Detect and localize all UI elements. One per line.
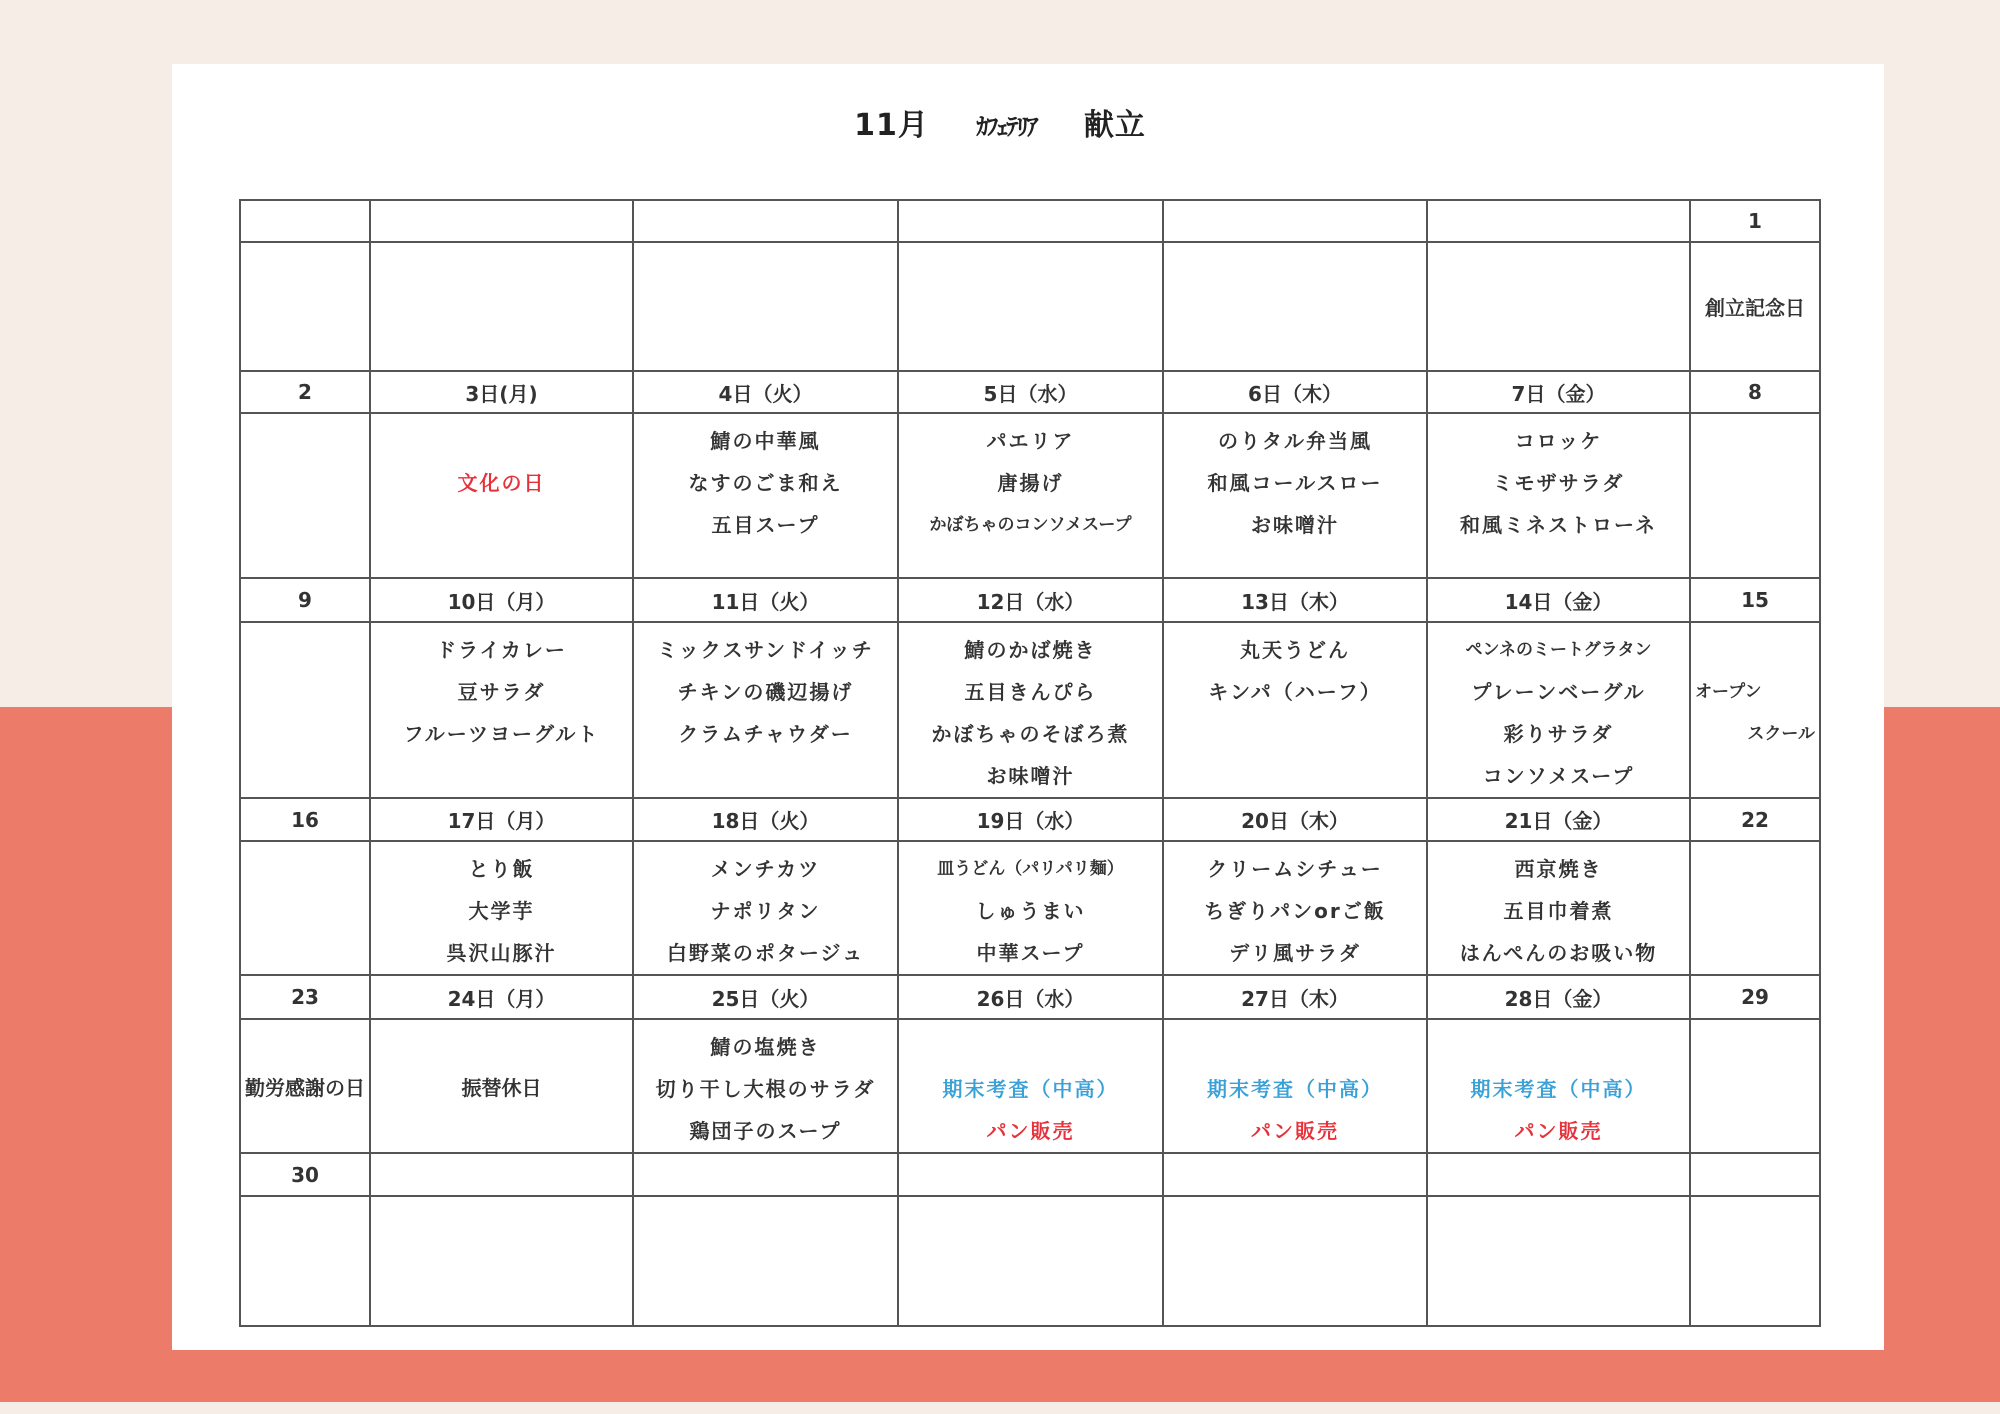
menu-item: しゅうまい: [975, 899, 1086, 923]
date-cell: [1163, 200, 1427, 242]
date-cell: 22: [1690, 798, 1820, 841]
menu-item: ナポリタン: [710, 899, 821, 923]
date-cell: 4日（火）: [633, 371, 898, 413]
menu-cell: [1163, 622, 1427, 798]
menu-row: [240, 622, 1820, 798]
menu-cell: [370, 1196, 633, 1326]
event-line: スクール: [1747, 724, 1815, 744]
date-cell: [1427, 1153, 1690, 1196]
menu-item: コロッケ: [1514, 429, 1603, 453]
menu-item: クリームシチュー: [1207, 857, 1383, 881]
date-row: [240, 975, 1820, 1019]
menu-item: のりタル弁当風: [1218, 429, 1372, 453]
date-cell: [370, 1153, 633, 1196]
menu-item: 呉沢山豚汁: [446, 941, 557, 965]
date-row: [240, 798, 1820, 841]
menu-item: 鶏団子のスープ: [689, 1119, 842, 1143]
date-cell: [633, 1153, 898, 1196]
date-row: [240, 371, 1820, 413]
menu-cell: [633, 242, 898, 371]
menu-cell: [898, 413, 1163, 578]
menu-item: 五目きんぴら: [964, 680, 1097, 704]
menu-cell: [898, 1196, 1163, 1326]
menu-cell: [633, 1196, 898, 1326]
menu-item: 五目スープ: [711, 513, 820, 537]
exam-label: 期末考査（中高）: [942, 1077, 1119, 1101]
date-cell: 2: [240, 371, 370, 413]
menu-cell: [370, 242, 633, 371]
menu-item: 五目巾着煮: [1503, 899, 1614, 923]
date-cell: [898, 1153, 1163, 1196]
menu-cell: [370, 622, 633, 798]
page-title: [0, 100, 2000, 144]
date-cell: 10日（月）: [370, 578, 633, 622]
date-cell: 19日（水）: [898, 798, 1163, 841]
menu-cell: [1690, 1019, 1820, 1153]
menu-item: とり飯: [468, 857, 535, 881]
menu-item: 皿うどん（パリパリ麺）: [937, 859, 1124, 879]
holiday-labor-thanksgiving: 勤労感謝の日: [240, 1019, 370, 1153]
event-founding-day: 創立記念日: [1690, 242, 1820, 371]
menu-cell: [370, 413, 633, 578]
title-month: 11月: [854, 108, 929, 143]
menu-cell: [370, 841, 633, 975]
menu-item: コンソメスープ: [1482, 764, 1635, 788]
menu-cell: [633, 1019, 898, 1153]
title-place: ｶﾌｪﾃﾘｱ: [976, 113, 1037, 141]
date-cell: [370, 200, 633, 242]
event-line: オープン: [1695, 682, 1762, 702]
menu-item: 鯖の中華風: [710, 429, 821, 453]
date-cell: 3日(月): [370, 371, 633, 413]
date-cell: [1690, 1153, 1820, 1196]
exam-label: 期末考査（中高）: [1207, 1077, 1383, 1101]
menu-cell: [240, 841, 370, 975]
menu-cell: [898, 841, 1163, 975]
menu-item: ちぎりパンorご飯: [1204, 899, 1386, 923]
menu-cell: [898, 242, 1163, 371]
date-cell: 6日（木）: [1163, 371, 1427, 413]
menu-item: 唐揚げ: [997, 471, 1064, 495]
menu-calendar: [239, 199, 1821, 1327]
date-cell: 20日（木）: [1163, 798, 1427, 841]
date-cell: [898, 200, 1163, 242]
menu-cell: [1690, 841, 1820, 975]
menu-cell: [1427, 1019, 1690, 1153]
date-cell: 29: [1690, 975, 1820, 1019]
menu-cell: [633, 622, 898, 798]
menu-cell: [633, 413, 898, 578]
menu-item: はんぺんのお吸い物: [1459, 941, 1658, 965]
menu-item: なすのごま和え: [688, 471, 843, 495]
menu-item: 中華スープ: [976, 941, 1085, 965]
menu-item: パエリア: [986, 429, 1075, 453]
menu-row: [240, 413, 1820, 578]
menu-cell: [1163, 1019, 1427, 1153]
menu-row: [240, 242, 1820, 371]
menu-cell: [633, 841, 898, 975]
date-cell: 11日（火）: [633, 578, 898, 622]
menu-item: デリ風サラダ: [1229, 941, 1361, 965]
holiday-label: 文化の日: [457, 471, 546, 495]
date-cell: 8: [1690, 371, 1820, 413]
menu-item: メンチカツ: [710, 857, 821, 881]
menu-item: ドライカレー: [436, 638, 567, 662]
menu-cell: [1163, 841, 1427, 975]
holiday-substitute: 振替休日: [370, 1019, 633, 1153]
event-open-school: [1690, 622, 1820, 798]
menu-item: 鯖のかば焼き: [964, 638, 1097, 662]
menu-cell: [898, 1019, 1163, 1153]
date-cell: 18日（火）: [633, 798, 898, 841]
menu-row: [240, 1196, 1820, 1326]
title-label: 献立: [1083, 108, 1146, 143]
date-cell: 7日（金）: [1427, 371, 1690, 413]
date-row: [240, 578, 1820, 622]
menu-item: 和風ミネストローネ: [1460, 513, 1657, 537]
menu-item: ミモザサラダ: [1492, 471, 1625, 495]
menu-item: チキンの磯辺揚げ: [677, 680, 854, 704]
date-cell: 23: [240, 975, 370, 1019]
menu-item: 白野菜のポタージュ: [666, 941, 865, 965]
date-cell: [240, 200, 370, 242]
date-cell: 21日（金）: [1427, 798, 1690, 841]
menu-item: プレーンベーグル: [1471, 680, 1646, 704]
menu-item: 丸天うどん: [1240, 638, 1350, 662]
date-cell: 9: [240, 578, 370, 622]
menu-item: キンパ（ハーフ）: [1208, 680, 1382, 704]
menu-cell: [1690, 1196, 1820, 1326]
date-cell: [1163, 1153, 1427, 1196]
menu-item: 大学芋: [468, 899, 535, 923]
menu-cell: [1163, 242, 1427, 371]
exam-label: 期末考査（中高）: [1470, 1077, 1647, 1101]
menu-item: 鯖の塩焼き: [710, 1035, 821, 1059]
menu-cell: [1163, 1196, 1427, 1326]
menu-item: お味噌汁: [986, 764, 1075, 788]
menu-cell: [1427, 622, 1690, 798]
menu-cell: [240, 242, 370, 371]
menu-item: かぼちゃのコンソメスープ: [929, 515, 1132, 535]
date-cell: 15: [1690, 578, 1820, 622]
menu-item: かぼちゃのそぼろ煮: [931, 722, 1130, 746]
menu-cell: [240, 413, 370, 578]
bread-sale-label: パン販売: [1514, 1119, 1603, 1143]
menu-item: 豆サラダ: [457, 680, 546, 704]
date-cell: 16: [240, 798, 370, 841]
menu-cell: [898, 622, 1163, 798]
menu-row: [240, 841, 1820, 975]
menu-cell: [1427, 841, 1690, 975]
menu-cell: [1163, 413, 1427, 578]
menu-item: フルーツヨーグルト: [403, 722, 600, 746]
bread-sale-label: パン販売: [1251, 1119, 1339, 1143]
menu-cell: [1427, 413, 1690, 578]
date-cell: 1: [1690, 200, 1820, 242]
menu-cell: [1690, 413, 1820, 578]
bread-sale-label: パン販売: [986, 1119, 1075, 1143]
date-cell: 28日（金）: [1427, 975, 1690, 1019]
menu-item: クラムチャウダー: [678, 722, 853, 746]
date-cell: 14日（金）: [1427, 578, 1690, 622]
date-cell: 26日（水）: [898, 975, 1163, 1019]
menu-item: お味噌汁: [1251, 513, 1339, 537]
menu-item: ミックスサンドイッチ: [657, 638, 874, 662]
date-cell: 27日（木）: [1163, 975, 1427, 1019]
date-cell: [1427, 200, 1690, 242]
menu-row: [240, 1019, 1820, 1153]
date-row: [240, 200, 1820, 242]
date-cell: 17日（月）: [370, 798, 633, 841]
date-cell: 30: [240, 1153, 370, 1196]
date-cell: 25日（火）: [633, 975, 898, 1019]
date-cell: 24日（月）: [370, 975, 633, 1019]
menu-cell: [1427, 242, 1690, 371]
menu-item: 切り干し大根のサラダ: [655, 1077, 876, 1101]
menu-item: 彩りサラダ: [1503, 722, 1614, 746]
date-row: [240, 1153, 1820, 1196]
date-cell: [633, 200, 898, 242]
date-cell: 5日（水）: [898, 371, 1163, 413]
menu-cell: [240, 622, 370, 798]
menu-item: 和風コールスロー: [1207, 471, 1383, 495]
date-cell: 12日（水）: [898, 578, 1163, 622]
menu-item: 西京焼き: [1514, 857, 1603, 881]
menu-cell: [1427, 1196, 1690, 1326]
menu-cell: [240, 1196, 370, 1326]
menu-item: ペンネのミートグラタン: [1465, 640, 1652, 660]
date-cell: 13日（木）: [1163, 578, 1427, 622]
